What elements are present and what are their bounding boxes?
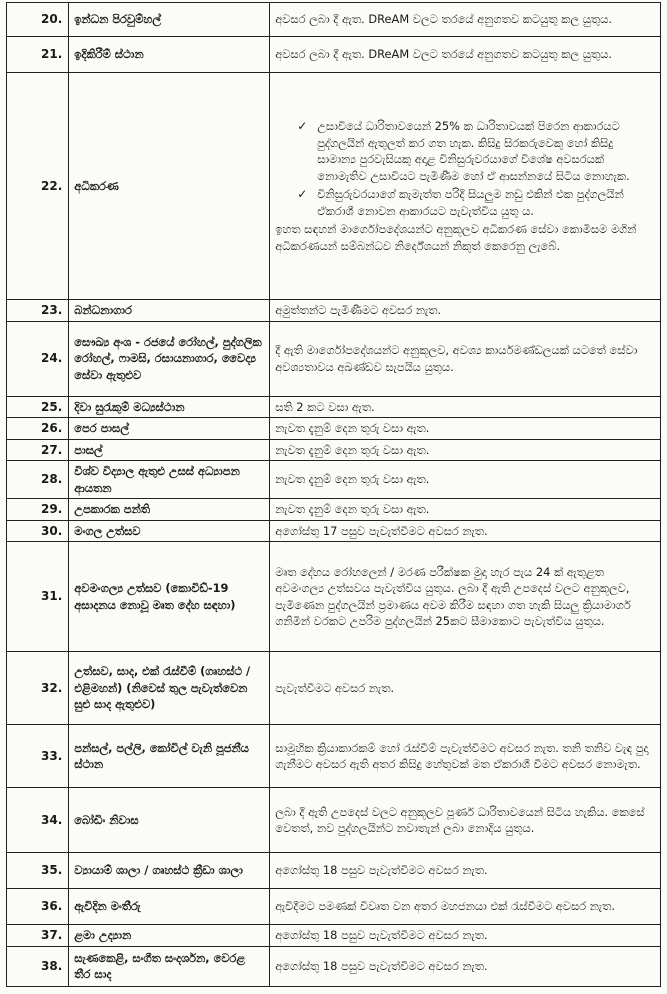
row-place: උත්සව, සාද, එක් රැස්වීම් (ගෘහස්ථ / එළිමහන්) (නිවෙස් තුල පැවැත්වෙන සුළු සාද ඇතුළුව) [69,652,270,725]
row-place: අවමංගල්‍ය උත්සව (කොවිඩ්-19 අසාදනය නොවූ මෘත දේහ සඳහා) [69,542,270,652]
row-place: අධිකරණ [69,73,270,300]
table-row [7,300,661,322]
row-number: 32. [7,652,69,725]
row-place: මංගල උත්සව [69,520,270,542]
row-description: අගෝස්තු 18 පසුව පැවැත්වීමට අවසර නැත. [270,853,661,889]
table-row [7,542,661,652]
row-description: අගෝස්තු 17 පසුව පැවැත්වීමට අවසර නැත. [270,520,661,542]
table-row [7,853,661,889]
row-number: 34. [7,788,69,853]
row-number: 27. [7,439,69,461]
row-number: 30. [7,520,69,542]
row-place: සෞඛ්‍ය අංශ - රජයේ රෝහල්, පුද්ගලික රෝහල්, ෆාමසි, රසායනාගාර, වෛද්‍ය සේවා ඇතුළුව [69,321,270,396]
row-place: බන්ධනාගාර [69,300,270,322]
check-icon: ✓ [297,187,308,201]
check-list [275,118,655,219]
row-number: 38. [7,946,69,986]
table-row [7,925,661,947]
table-row [7,418,661,440]
row-number: 31. [7,542,69,652]
row-number: 37. [7,925,69,947]
table-row [7,520,661,542]
table-row [7,499,661,521]
row-place: ඉදිකිරීම් ස්ථාන [69,37,270,73]
row-place: විශ්ව විද්‍යාල ඇතුළු උසස් අධ්‍යාපන ආයතන [69,461,270,499]
row-number: 36. [7,889,69,925]
table-row [7,461,661,499]
table-row [7,396,661,418]
row-number: 35. [7,853,69,889]
row-description: අගෝස්තු 18 පසුව පැවැත්වීමට අවසර නැත. [270,946,661,986]
table-row [7,652,661,725]
row-number: 26. [7,418,69,440]
list-item [297,118,655,184]
table-row [7,321,661,396]
row-description: අවසර ලබා දී ඇත. DReAM වලට තරයේ අනුගතව කටයුතු කල යුතුය. [270,3,661,37]
table-row [7,946,661,986]
row-description: අවසර ලබා දී ඇත. DReAM වලට තරයේ අනුගතව කටයුතු කල යුතුය. [270,37,661,73]
list-item [297,186,655,219]
table-row [7,725,661,788]
row-place: පෙර පාසල් [69,418,270,440]
row-place: බෝඩිං නිවාස [69,788,270,853]
row-place: පාසල් [69,439,270,461]
row-description: සාමූහික ක්‍රියාකාරකම් හෝ රැස්වීම් පැවැත්වීමට අවසර නැත. තනි තනිව වැඳ පුදා ගැනීමට අවසර ඇති අතර කිසිදු හේතුවක් මත ඒකරාශී වීමට අවසර නොමැත. [270,725,661,788]
court-note: ඉහත සඳහන් මාර්ගෝපදේශයන්ට අනුකූලව අධිකරණ සේවා කොමිසම මගින් අධිකරණයන් සම්බන්ධව නිර්දේශයන් නිකුත් කෙරෙනු ලැබේ. [275,222,637,253]
row-place: පන්සල්, පල්ලි, කෝවිල් වැනි පූජනීය ස්ථාන [69,725,270,788]
list-item-text: උසාවියේ ධාරිතාවයෙන් 25% ක ධාරිතාවයක් පිරෙන ආකාරයට පුද්ගලයින් ඇතුලත් කර ගත හැක. කිසිදු සිරකරුවෙකු හෝ කිසිදු සාමාන්‍ය පුරවැසියකු අදාළ විනිසුරුවරයාගේ විශේෂ අවසරයක් නොමැතිව උසාවියට පැමිණීම හෝ ඒ ආසන්නයේ සිටිය නොහැක. [317,119,630,183]
table-row [7,73,661,300]
row-number: 33. [7,725,69,788]
row-description: නැවත දැනුම් දෙන තුරු වසා ඇත. [270,418,661,440]
document-page [6,2,661,987]
row-place: ඇවිදින මංතීරු [69,889,270,925]
row-number: 29. [7,499,69,521]
row-number: 20. [7,3,69,37]
row-description [270,73,661,300]
table-row [7,788,661,853]
row-number: 23. [7,300,69,322]
row-place: ළමා උද්‍යාන [69,925,270,947]
table-row [7,889,661,925]
row-description: නැවත දැනුම් දෙන තුරු වසා ඇත. [270,499,661,521]
row-place: ව්‍යායාම් ශාලා / ගෘහස්ථ ක්‍රීඩා ශාලා [69,853,270,889]
row-number: 22. [7,73,69,300]
row-description: අගෝස්තු 18 පසුව පැවැත්වීමට අවසර නැත. [270,925,661,947]
check-icon: ✓ [297,119,308,133]
row-place: සැණකෙළි, සංගීත සංදර්ශන, වෙරළ තීර සාද [69,946,270,986]
table-row [7,37,661,73]
row-description: නැවත දැනුම් දෙන තුරු වසා ඇත. [270,439,661,461]
row-number: 28. [7,461,69,499]
row-number: 24. [7,321,69,396]
row-number: 21. [7,37,69,73]
row-description: ඇවිදීමට පමණක් විවෘත වන අතර මහජනයා එක් රැස්වීමට අවසර නැත. [270,889,661,925]
table-row [7,439,661,461]
list-item-text: විනිසුරුවරයාගේ කැමැත්ත පරිදි සියලුම නඩු එකින් එක පුද්ගලයින් ඒකරාශී නොවන ආකාරයට පැවැත්විය යුතු ය. [317,187,624,218]
row-description: සති 2 කට වසා ඇත. [270,396,661,418]
restrictions-table [6,2,661,987]
row-number: 25. [7,396,69,418]
row-place: උපකාරක පන්ති [69,499,270,521]
row-description: දී ඇති මාර්ගෝපදේශයන්ට අනුකූලව, අවශ්‍ය කාර්යමණ්ඩලයක් යටතේ සේවා අවශ්‍යතාවය අඛණ්ඩව සැපයිය යුතුය. [270,321,661,396]
row-description: අමුත්තන්ට පැමිණීමට අවසර නැත. [270,300,661,322]
row-description: පැවැත්වීමට අවසර නැත. [270,652,661,725]
row-description: ලබා දී ඇති උපදෙස් වලට අනුකූලව පූර්ණ ධාරිතාවයෙන් සිටිය හැකිය. කෙසේ වෙතත්, නව පුද්ගලයින්ට නවාතැන් ලබා නොදිය යුතුය. [270,788,661,853]
row-place: දිවා සුරැකුම් මධ්‍යස්ථාන [69,396,270,418]
table-row [7,3,661,37]
row-description: මෘත දේහය රෝහලෙන් / මරණ පරීක්ෂක මුදා හැර පැය 24 ක් ඇතුළත අවමංගල්‍ය උත්සවය පැවැත්විය යුතුය. ලබා දී ඇති උපදෙස් වලට අනුකූලව, පැමිණෙන පුද්ගලයින් ප්‍රමාණය අවම කිරීම සඳහා ගත හැකි සියලු ක්‍රියාමාර්ග ගනිමින් වරකට උපරිම පුද්ගලයින් 25කට සීමාකොට පැවැත්විය යුතුය. [270,542,661,652]
row-place: ඉන්ධන පිරවුම්හල් [69,3,270,37]
row-description: නැවත දැනුම් දෙන තුරු වසා ඇත. [270,461,661,499]
